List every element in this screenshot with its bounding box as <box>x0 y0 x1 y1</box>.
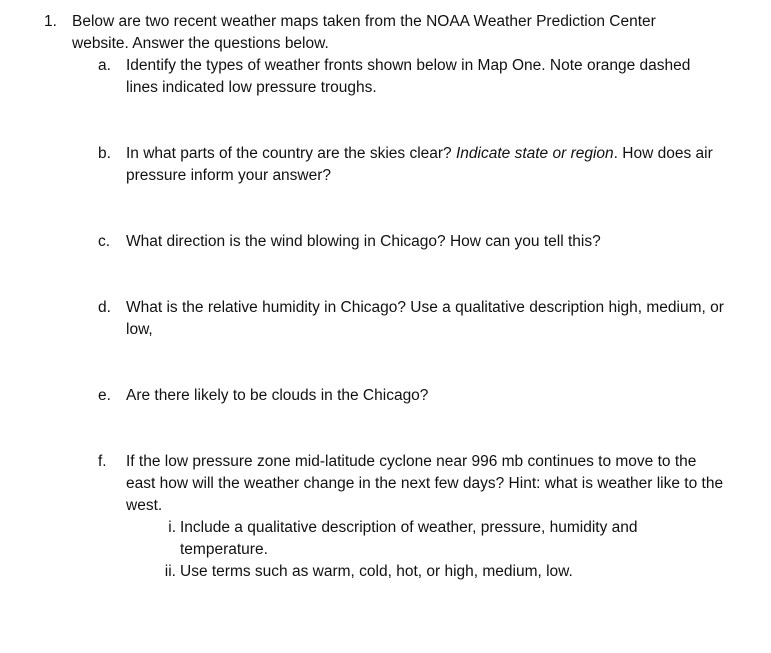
part-f-text: If the low pressure zone mid-latitude cyclone near 996 mb continues to move to the east how will the weather change in the next few days? Hint: what is weather like to the west. <box>126 453 724 514</box>
part-e-label: e. <box>98 387 111 404</box>
part-b-text-italic: Indicate state or region <box>455 145 614 162</box>
part-b-text-before: In what parts of the country are the skies clear? <box>126 145 456 162</box>
part-e-text: Are there likely to be clouds in the Chicago? <box>126 387 429 404</box>
part-a-text: Identify the types of weather fronts shown below in Map One. Note orange dashed lines indicated low pressure troughs. <box>126 57 691 96</box>
part-f-i-text: Include a qualitative description of weather, pressure, humidity and temperature. <box>180 519 638 558</box>
part-d-label: d. <box>98 299 111 316</box>
part-b-label: b. <box>98 145 111 162</box>
part-b-text <box>126 143 726 187</box>
part-f-label: f. <box>98 453 107 470</box>
question-number: 1. <box>44 13 57 30</box>
part-f-ii-text: Use terms such as warm, cold, hot, or high, medium, low. <box>180 563 573 580</box>
part-f-ii-label: ii. <box>164 563 176 580</box>
part-d-text: What is the relative humidity in Chicago? Use a qualitative description high, medium, or low, <box>126 299 724 338</box>
part-a-label: a. <box>98 57 111 74</box>
part-b-text-after: . How does air pressure inform your answer? <box>126 145 713 184</box>
part-c-label: c. <box>98 233 111 250</box>
part-f-i-label: i. <box>168 519 176 536</box>
part-c-text: What direction is the wind blowing in Chicago? How can you tell this? <box>126 233 601 250</box>
question-text: Below are two recent weather maps taken from the NOAA Weather Prediction Center website. Answer the questions below. <box>72 13 656 52</box>
